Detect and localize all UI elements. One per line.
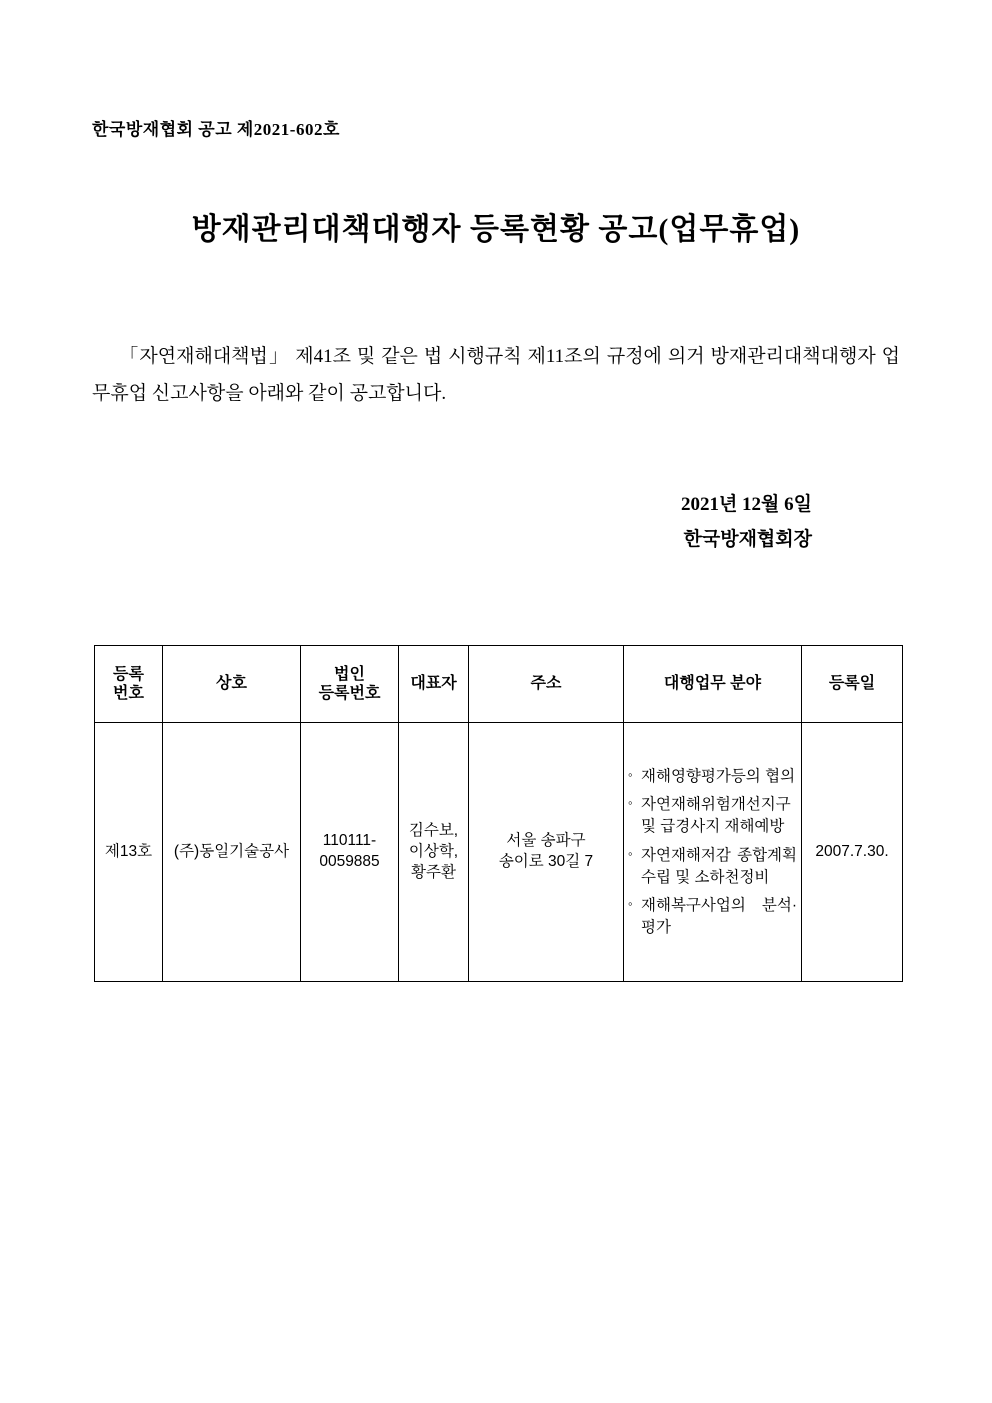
header-reg-no-line2: 번호 — [113, 685, 144, 703]
cell-ceo-line3: 황주환 — [411, 863, 456, 881]
header-reg-date: 등록일 — [802, 646, 903, 723]
scope-item: ◦ 재해영향평가등의 협의 — [628, 766, 797, 788]
cell-corp-no-line1: 110111- — [322, 832, 377, 850]
cell-address — [469, 723, 624, 982]
header-scope: 대행업무 분야 — [624, 646, 802, 723]
page-title: 방재관리대책대행자 등록현황 공고(업무휴업) — [191, 212, 801, 246]
scope-list — [628, 766, 797, 939]
scope-item: ◦ 재해복구사업의 분석·평가 — [628, 895, 797, 938]
cell-ceo — [399, 723, 469, 982]
header-corp-no-line2: 등록번호 — [318, 685, 381, 703]
header-company: 상호 — [163, 646, 301, 723]
table-row — [95, 723, 903, 982]
scope-item: ◦ 자연재해위험개선지구 및 급경사지 재해예방 — [628, 794, 797, 837]
header-reg-no — [95, 646, 163, 723]
cell-ceo-line1: 김수보, — [408, 821, 459, 839]
issuer-name: 한국방재협회장 — [683, 529, 812, 551]
header-corp-no-line1: 법인 — [334, 665, 365, 683]
header-address: 주소 — [469, 646, 624, 723]
cell-reg-no: 제13호 — [95, 723, 163, 982]
body-paragraph-text: 「자연재해대책법」 제41조 및 같은 법 시행규칙 제11조의 규정에 의거 방재관리대책대행자 업무휴업 신고사항을 아래와 같이 공고합니다. — [92, 345, 900, 404]
registration-table — [94, 645, 903, 982]
cell-address-line1: 서울 송파구 — [506, 832, 586, 850]
body-paragraph — [92, 338, 900, 412]
notice-date: 2021년 12월 6일 — [680, 493, 812, 515]
header-reg-no-line1: 등록 — [113, 665, 144, 683]
cell-address-line2: 송이로 30길 7 — [498, 853, 594, 871]
cell-reg-date: 2007.7.30. — [802, 723, 903, 982]
cell-scope — [624, 723, 802, 982]
header-corp-no — [301, 646, 399, 723]
cell-company: (주)동일기술공사 — [163, 723, 301, 982]
cell-corp-no — [301, 723, 399, 982]
cell-ceo-line2: 이상학, — [408, 842, 459, 860]
table-header-row — [95, 646, 903, 723]
header-ceo: 대표자 — [399, 646, 469, 723]
cell-corp-no-line2: 0059885 — [319, 853, 380, 871]
notice-number: 한국방재협회 공고 제2021-602호 — [92, 120, 340, 139]
scope-item: ◦ 자연재해저감 종합계획 수립 및 소하천정비 — [628, 845, 797, 888]
signature-block — [92, 487, 900, 557]
